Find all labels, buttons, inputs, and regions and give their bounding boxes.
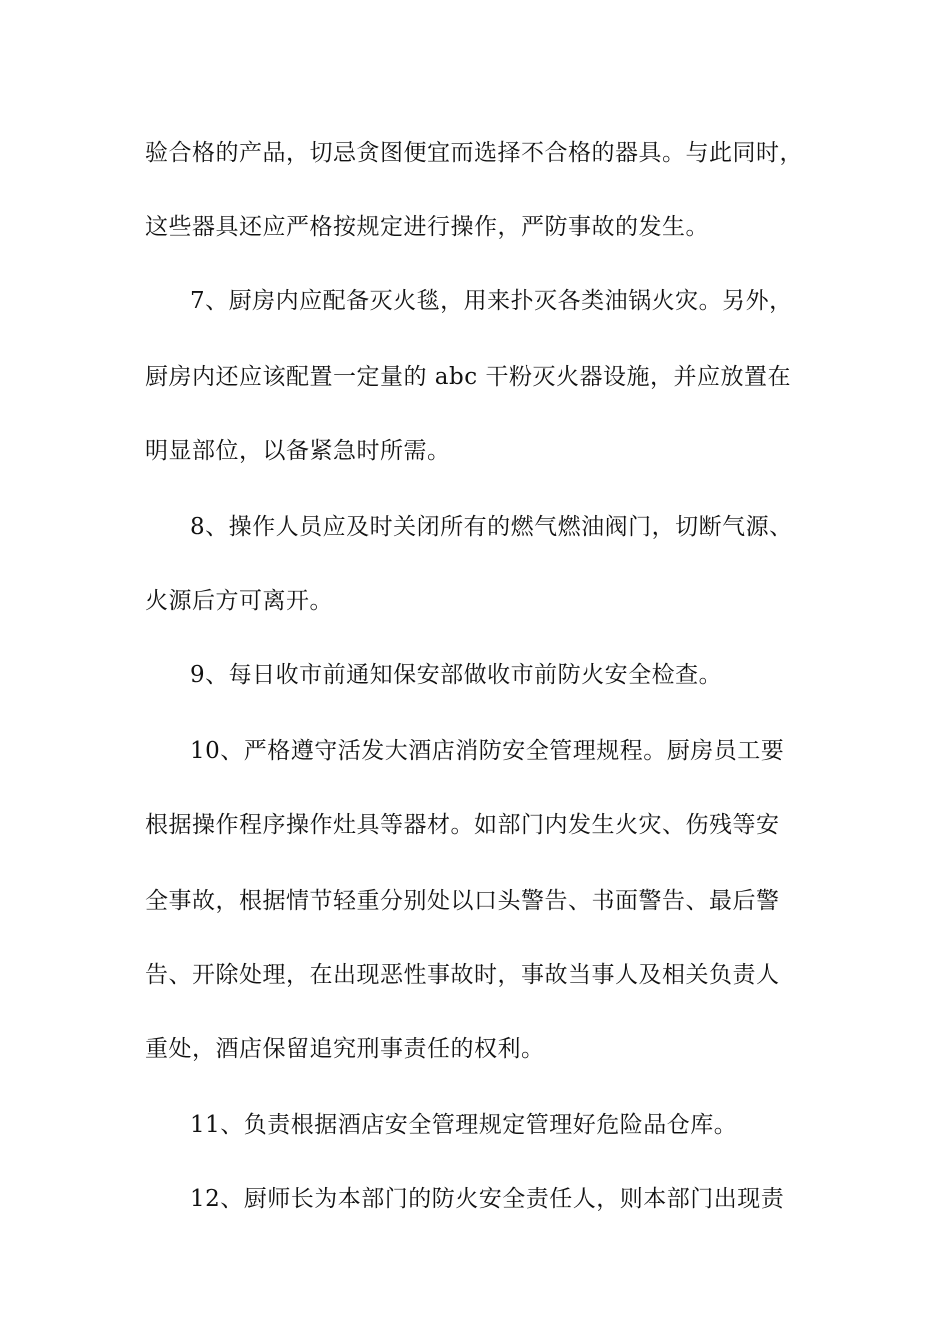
paragraph-9: 9、每日收市前通知保安部做收市前防火安全检查。: [190, 662, 723, 688]
paragraph-10-start: 10、严格遵守活发大酒店消防安全管理规程。厨房员工要: [190, 738, 785, 764]
text-line: 这些器具还应严格按规定进行操作，严防事故的发生。: [145, 214, 709, 240]
text-line: 明显部位，以备紧急时所需。: [145, 438, 451, 464]
text-line: 厨房内还应该配置一定量的 abc 干粉灭火器设施，并应放置在: [145, 364, 791, 390]
paragraph-7-start: 7、厨房内应配备灭火毯，用来扑灭各类油锅火灾。另外，: [190, 288, 793, 314]
text-line: 全事故，根据情节轻重分别处以口头警告、书面警告、最后警: [145, 888, 780, 914]
text-line: 告、开除处理，在出现恶性事故时，事故当事人及相关负责人: [145, 962, 780, 988]
text-line: 根据操作程序操作灶具等器材。如部门内发生火灾、伤残等安: [145, 812, 780, 838]
paragraph-11: 11、负责根据酒店安全管理规定管理好危险品仓库。: [190, 1112, 738, 1138]
text-line: 重处，酒店保留追究刑事责任的权利。: [145, 1036, 545, 1062]
paragraph-8-start: 8、操作人员应及时关闭所有的燃气燃油阀门，切断气源、: [190, 514, 793, 540]
text-line: 验合格的产品，切忌贪图便宜而选择不合格的器具。与此同时，: [145, 140, 803, 166]
paragraph-12-start: 12、厨师长为本部门的防火安全责任人，则本部门出现责: [190, 1186, 785, 1212]
text-line: 火源后方可离开。: [145, 588, 333, 614]
